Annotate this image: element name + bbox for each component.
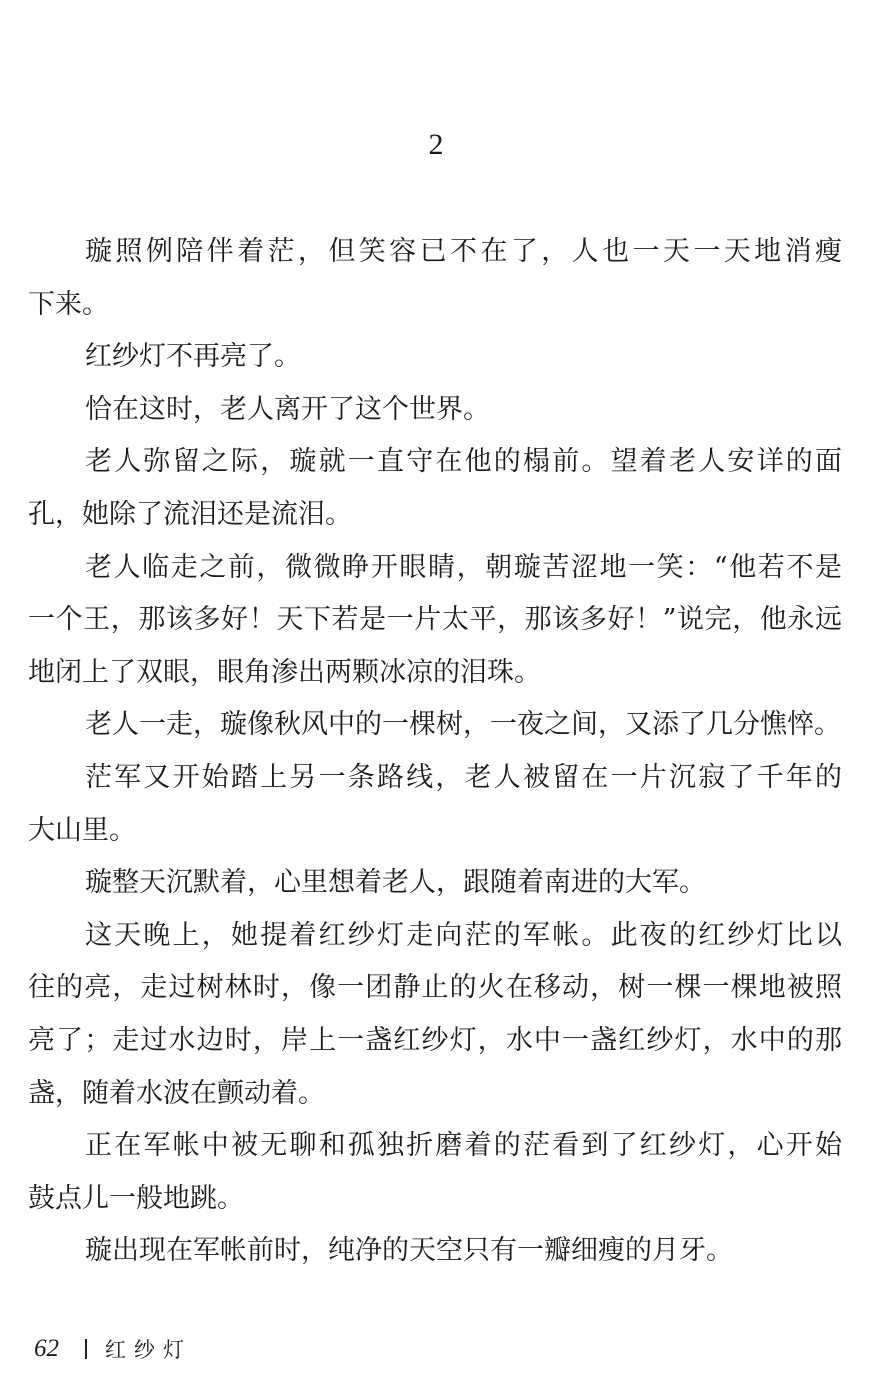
text-line: 老人一走，璇像秋风中的一棵树，一夜之间，又添了几分憔悴。 <box>85 709 841 741</box>
text-line: 这天晚上，她提着红纱灯走向茫的军帐。此夜的红纱灯比以 <box>85 919 842 951</box>
paragraph <box>28 752 842 857</box>
text-line: 亮了；走过水边时，岸上一盏红纱灯，水中一盏红纱灯，水中的那 <box>28 1024 842 1056</box>
paragraph <box>28 1225 842 1278</box>
paragraph <box>28 910 842 1120</box>
text-line: 盏，随着水波在颤动着。 <box>28 1077 325 1109</box>
paragraph <box>28 1120 842 1225</box>
text-line: 一个王，那该多好！天下若是一片太平，那该多好！”说完，他永远 <box>28 604 842 636</box>
page-number: 62 <box>34 1335 59 1362</box>
paragraph <box>28 331 842 384</box>
text-line: 茫军又开始踏上另一条路线，老人被留在一片沉寂了千年的 <box>85 761 842 793</box>
paragraph <box>28 436 842 541</box>
text-line: 下来。 <box>28 288 109 320</box>
book-title: 红纱灯 <box>105 1338 192 1362</box>
paragraph <box>28 857 842 910</box>
paragraph <box>28 542 842 700</box>
paragraph <box>28 226 842 331</box>
text-line: 老人临走之前，微微睁开眼睛，朝璇苦涩地一笑：“他若不是 <box>85 551 842 583</box>
paragraph <box>28 699 842 752</box>
text-line: 地闭上了双眼，眼角渗出两颗冰凉的泪珠。 <box>28 656 541 688</box>
text-line: 璇出现在军帐前时，纯净的天空只有一瓣细瘦的月牙。 <box>85 1235 733 1267</box>
text-line: 往的亮，走过树林时，像一团静止的火在移动，树一棵一棵地被照 <box>28 972 842 1004</box>
text-line: 鼓点儿一般地跳。 <box>28 1182 244 1214</box>
text-line: 璇整天沉默着，心里想着老人，跟随着南进的大军。 <box>85 867 706 899</box>
paragraph <box>28 384 842 437</box>
text-line: 正在军帐中被无聊和孤独折磨着的茫看到了红纱灯，心开始 <box>85 1130 842 1162</box>
text-line: 大山里。 <box>28 814 136 846</box>
page-footer <box>34 1334 192 1364</box>
footer-divider <box>85 1339 87 1359</box>
text-line: 孔，她除了流泪还是流泪。 <box>28 498 352 530</box>
text-line: 红纱灯不再亮了。 <box>85 341 301 373</box>
text-line: 恰在这时，老人离开了这个世界。 <box>85 393 490 425</box>
text-line: 老人弥留之际，璇就一直守在他的榻前。望着老人安详的面 <box>85 446 842 478</box>
chapter-number: 2 <box>428 128 444 161</box>
text-line: 璇照例陪伴着茫，但笑容已不在了，人也一天一天地消瘦 <box>85 236 842 267</box>
body-text <box>28 226 842 1278</box>
